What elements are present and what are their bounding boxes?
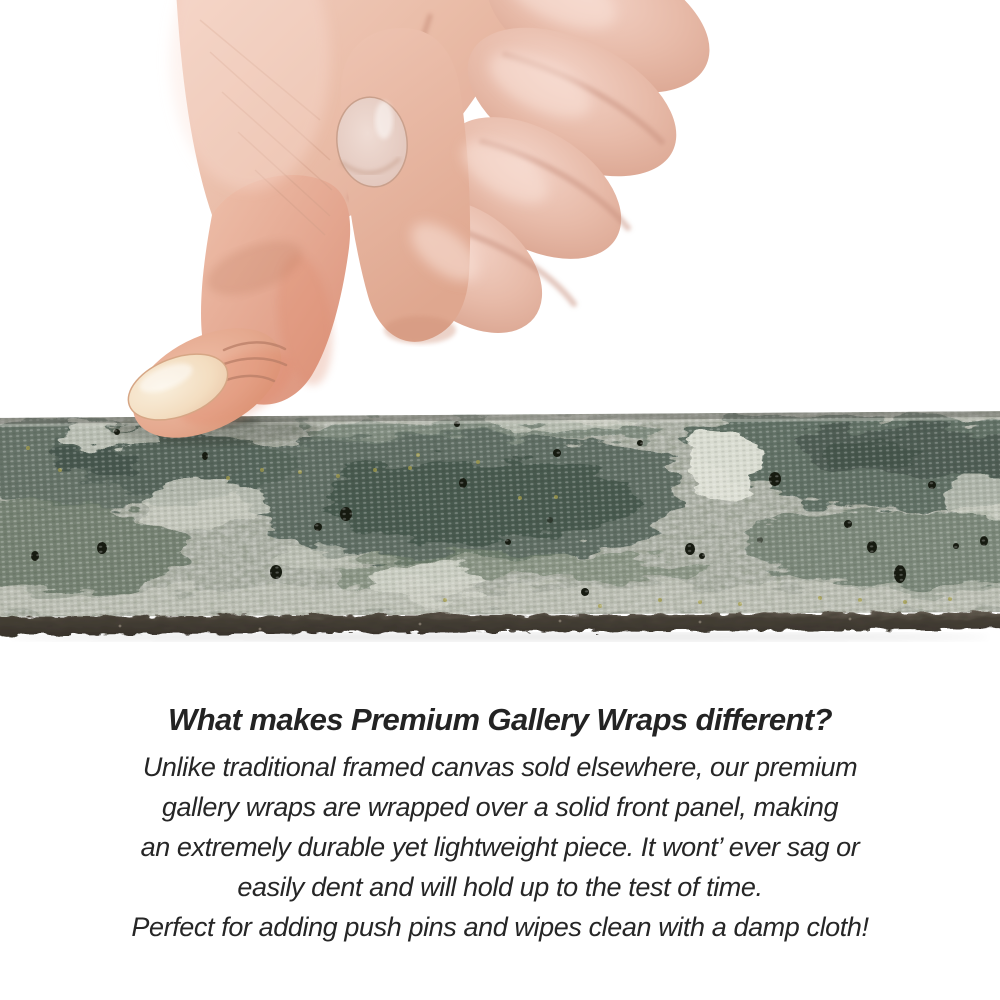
index-finger [332, 28, 470, 344]
body-line-4: easily dent and will hold up to the test of time. [237, 872, 763, 902]
body-line-5: Perfect for adding push pins and wipes clean with a damp cloth! [131, 912, 869, 942]
hand-image [115, 0, 732, 460]
canvas-strip [0, 405, 1000, 641]
body-line-2: gallery wraps are wrapped over a solid front panel, making [161, 792, 839, 822]
body-line-1: Unlike traditional framed canvas sold elsewhere, our premium [142, 752, 858, 782]
page-title: What makes Premium Gallery Wraps different? [168, 702, 832, 737]
body-line-3: an extremely durable yet lightweight piece. It wont’ ever sag or [140, 832, 860, 862]
info-text-block [0, 698, 1000, 947]
canvas-bottom-edge [0, 612, 1000, 641]
